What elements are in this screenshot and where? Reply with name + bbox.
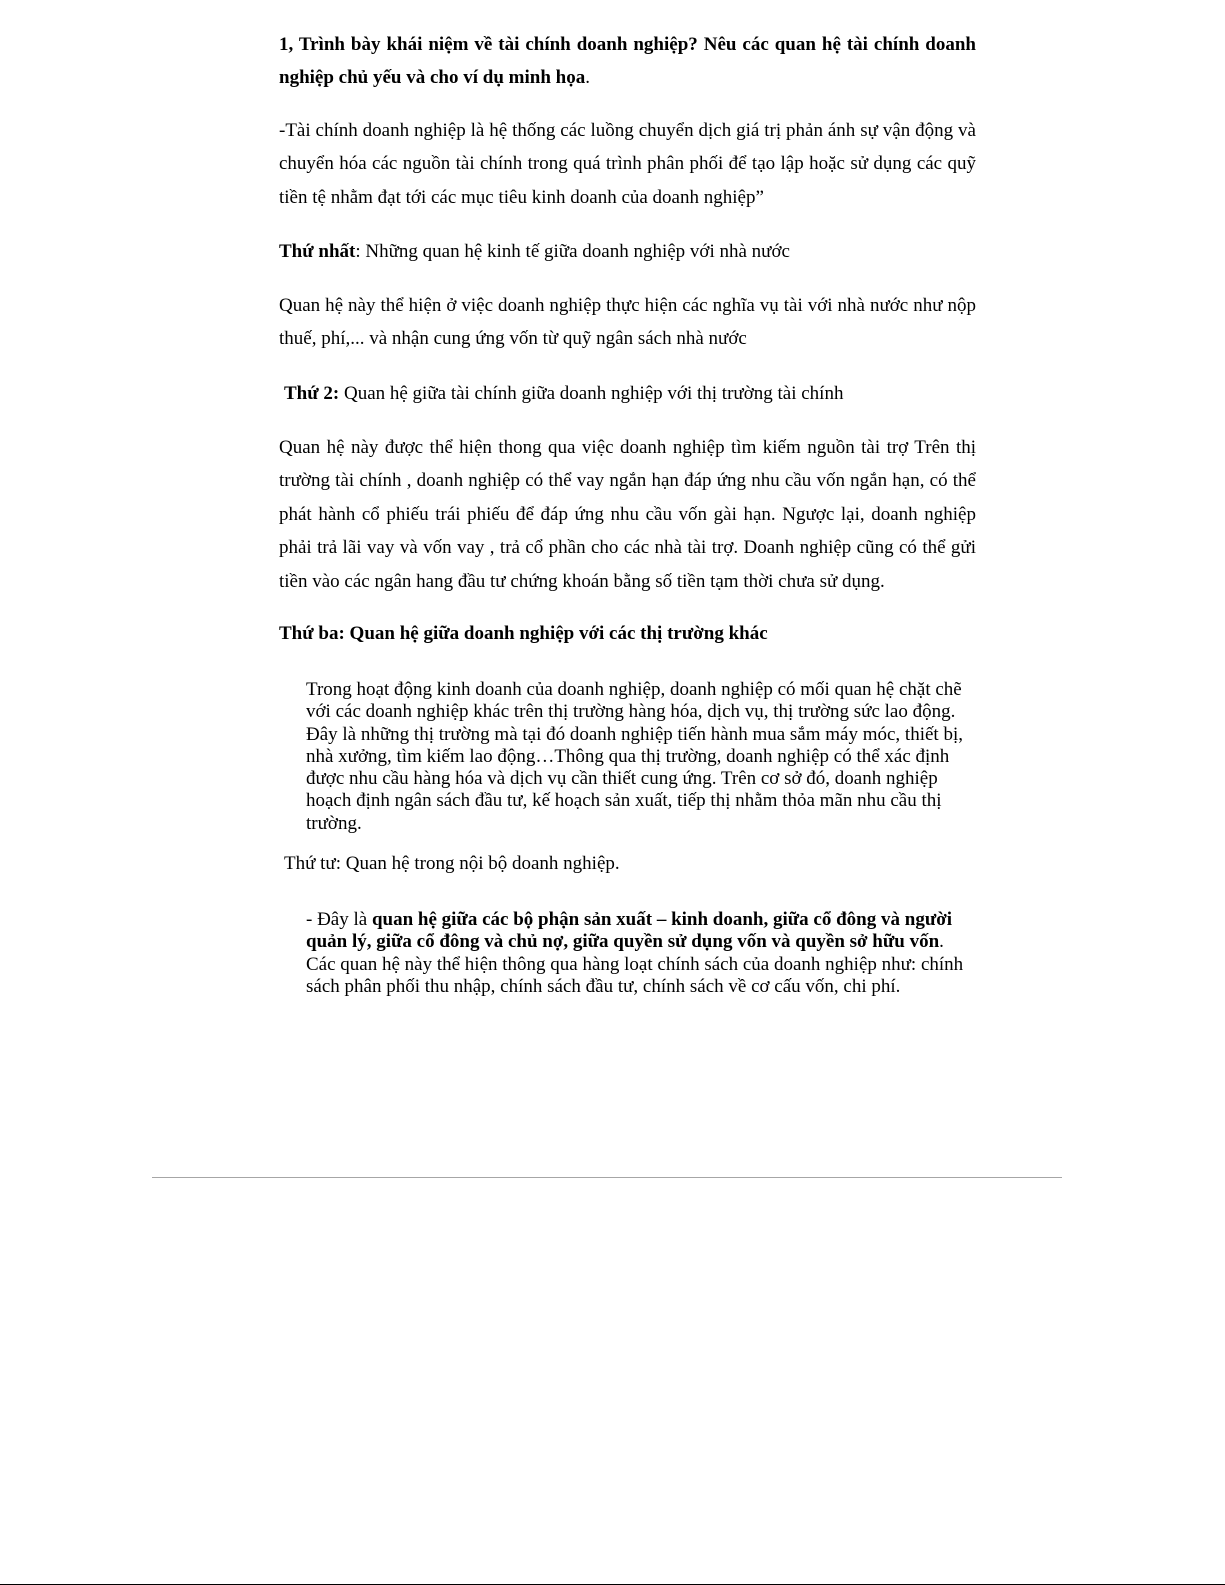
fourth-body (306, 909, 976, 998)
second-heading-text: Quan hệ giữa tài chính giữa doanh nghiệp với thị trường tài chính (339, 383, 844, 404)
third-heading: Thứ ba: Quan hệ giữa doanh nghiệp với các thị trường khác (279, 623, 768, 644)
page-divider (152, 1177, 1062, 1178)
question-title-end: . (585, 67, 590, 89)
first-body: Quan hệ này thể hiện ở việc doanh nghiệp thực hiện các nghĩa vụ tài với nhà nước như nộp thuế, phí,... và nhận cung ứng vốn từ quỹ ngân sách nhà nước (279, 295, 976, 350)
fourth-heading: Thứ tư: Quan hệ trong nội bộ doanh nghiệp. (284, 853, 620, 874)
first-heading-text: : Những quan hệ kinh tế giữa doanh nghiệp với nhà nước (355, 241, 790, 262)
definition-paragraph: -Tài chính doanh nghiệp là hệ thống các luồng chuyển dịch giá trị phản ánh sự vận động và chuyển hóa các nguồn tài chính trong quá trình phân phối để tạo lập hoặc sử dụng các quỹ tiền tệ nhằm đạt tới các mục tiêu kinh doanh của doanh nghiệp” (279, 120, 976, 208)
first-heading (279, 235, 976, 268)
second-heading (284, 377, 976, 410)
fourth-body-prefix: - Đây là (306, 909, 372, 930)
question-title (279, 28, 976, 95)
first-label: Thứ nhất (279, 241, 356, 262)
fourth-body-bold: quan hệ giữa các bộ phận sản xuất – kinh doanh, giữa cổ đông và người quản lý, giữa cổ đông và chủ nợ, giữa quyền sử dụng vốn và quyền sở hữu vốn (306, 909, 953, 953)
fourth-body-rest: . Các quan hệ này thể hiện thông qua hàng loạt chính sách của doanh nghiệp như: chính sách phân phối thu nhập, chính sách đầu tư, chính sách về cơ cấu vốn, chi phí. (306, 931, 964, 997)
question-title-text: 1, Trình bày khái niệm về tài chính doanh nghiệp? Nêu các quan hệ tài chính doanh nghiệp chủ yếu và cho ví dụ minh họa (279, 34, 976, 89)
second-label: Thứ 2: (284, 383, 340, 404)
third-body: Trong hoạt động kinh doanh của doanh nghiệp, doanh nghiệp có mối quan hệ chặt chẽ với các doanh nghiệp khác trên thị trường hàng hóa, dịch vụ, thị trường sức lao động. Đây là những thị trường mà tại đó doanh nghiệp tiến hành mua sắm máy móc, thiết bị, nhà xưởng, tìm kiếm lao động…Thông qua thị trường, doanh nghiệp có thể xác định được nhu cầu hàng hóa và dịch vụ cần thiết cung ứng. Trên cơ sở đó, doanh nghiệp hoạch định ngân sách đầu tư, kế hoạch sản xuất, tiếp thị nhằm thỏa mãn nhu cầu thị trường. (306, 679, 963, 834)
second-body: Quan hệ này được thể hiện thong qua việc doanh nghiệp tìm kiếm nguồn tài trợ Trên thị trường tài chính , doanh nghiệp có thể vay ngắn hạn đáp ứng nhu cầu vốn ngắn hạn, có thể phát hành cổ phiếu trái phiếu để đáp ứng nhu cầu vốn gài hạn. Ngược lại, doanh nghiệp phải trả lãi vay và vốn vay , trả cổ phần cho các nhà tài trợ. Doanh nghiệp cũng có thể gửi tiền vào các ngân hang đầu tư chứng khoán bằng số tiền tạm thời chưa sử dụng. (279, 437, 976, 592)
